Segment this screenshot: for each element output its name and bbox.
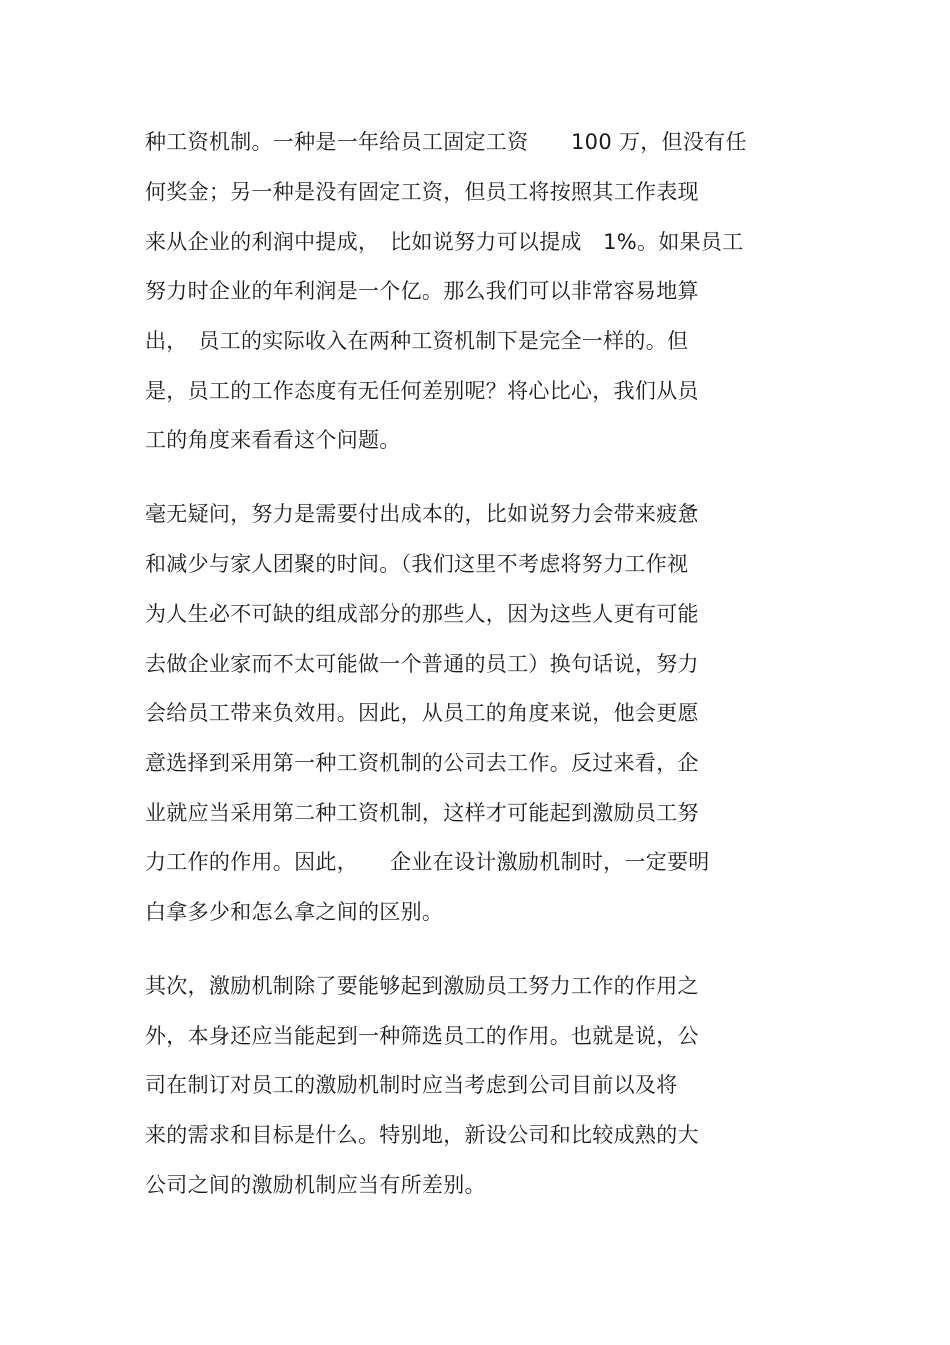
paragraph-line: 白拿多少和怎么拿之间的区别。 [145, 900, 444, 924]
paragraph-line: 业就应当采用第二种工资机制，这样才可能起到激励员工努 [145, 801, 699, 825]
paragraph-line: 去做企业家而不太可能做一个普通的员工）换句话说，努力 [145, 652, 699, 676]
paragraph-line: 工的角度来看看这个问题。 [145, 428, 401, 452]
paragraph-line: 其次，激励机制除了要能够起到激励员工努力工作的作用之 [145, 974, 699, 998]
paragraph-line: 和减少与家人团聚的时间。（我们这里不考虑将努力工作视 [145, 552, 689, 576]
paragraph-line: 为人生必不可缺的组成部分的那些人，因为这些人更有可能 [145, 602, 699, 626]
paragraph-line: 公司之间的激励机制应当有所差别。 [145, 1173, 486, 1197]
paragraph-line: 意选择到采用第一种工资机制的公司去工作。反过来看，企 [145, 751, 699, 775]
paragraph-line: 来的需求和目标是什么。特别地，新设公司和比较成熟的大 [145, 1123, 699, 1147]
paragraph-line: 出， 员工的实际收入在两种工资机制下是完全一样的。但 [145, 329, 689, 353]
paragraph-line: 毫无疑问，努力是需要付出成本的，比如说努力会带来疲惫 [145, 502, 699, 526]
paragraph-line: 种工资机制。一种是一年给员工固定工资 100 万，但没有任 [145, 130, 747, 154]
paragraph-line: 外，本身还应当能起到一种筛选员工的作用。也就是说，公 [145, 1024, 699, 1048]
paragraph-line: 会给员工带来负效用。因此，从员工的角度来说，他会更愿 [145, 701, 699, 725]
paragraph-line: 来从企业的利润中提成， 比如说努力可以提成 1%。如果员工 [145, 230, 744, 254]
paragraph-line: 努力时企业的年利润是一个亿。那么我们可以非常容易地算 [145, 279, 699, 303]
paragraph-line: 力工作的作用。因此， 企业在设计激励机制时，一定要明 [145, 850, 710, 874]
paragraph-line: 是，员工的工作态度有无任何差别呢？将心比心，我们从员 [145, 379, 699, 403]
paragraph-line: 司在制订对员工的激励机制时应当考虑到公司目前以及将 [145, 1073, 678, 1097]
paragraph-line: 何奖金；另一种是没有固定工资，但员工将按照其工作表现 [145, 180, 699, 204]
